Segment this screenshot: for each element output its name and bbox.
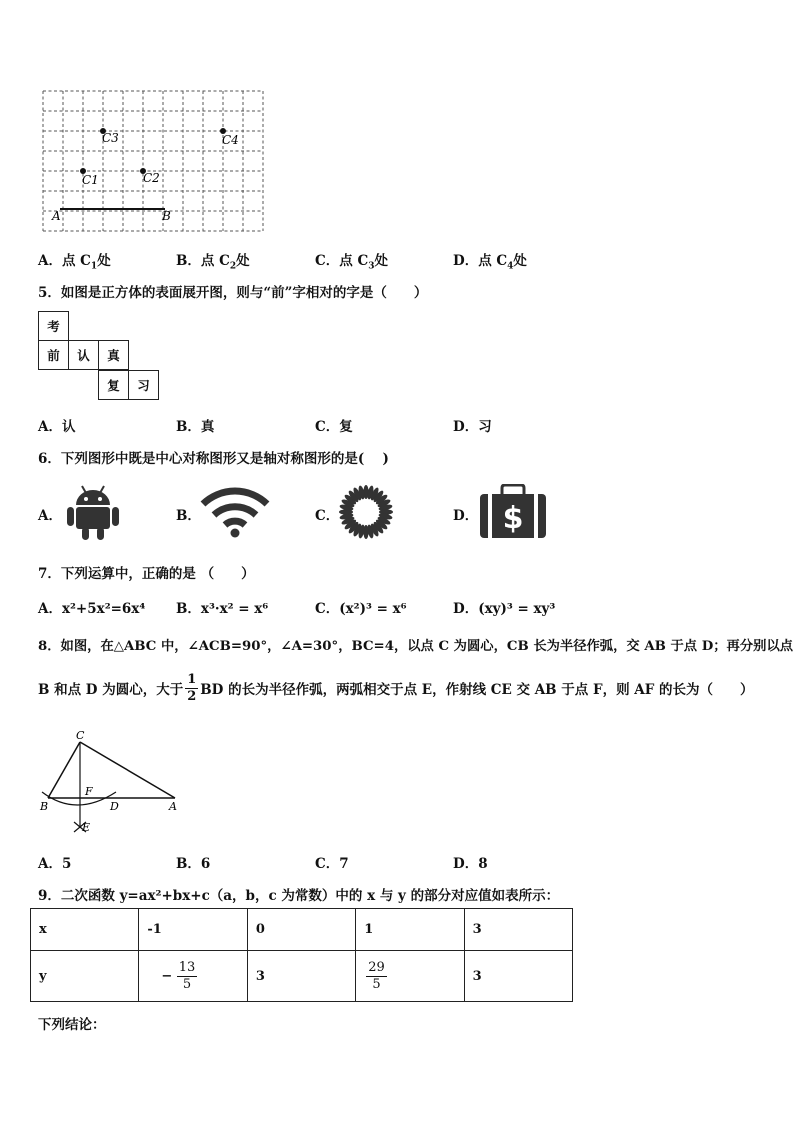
- opt-tail: 处: [236, 253, 250, 269]
- q6-stem: 6．下列图形中既是中心对称图形又是轴对称图形的是( ): [38, 451, 389, 467]
- label-C: C: [76, 730, 85, 742]
- table-cell: -1: [139, 909, 248, 951]
- q6-option-a[interactable]: A．: [38, 508, 62, 524]
- net-cell: 考: [38, 311, 69, 341]
- label-C4: C4: [222, 133, 239, 147]
- q8-line2-post: BD 的长为半径作弧，两弧相交于点 E，作射线 CE 交 AB 于点 F，则 AF 的长为（ ）: [200, 682, 754, 698]
- q7-option-b[interactable]: B．x³·x² = x⁶: [176, 601, 269, 617]
- q4-option-b[interactable]: [176, 249, 250, 272]
- y3-fraction: [366, 960, 387, 993]
- svg-text:$: $: [502, 501, 524, 536]
- net-cell: 前: [38, 340, 69, 370]
- q8-option-d[interactable]: D．8: [453, 856, 488, 872]
- wifi-icon: [200, 484, 270, 538]
- label-B: B: [40, 800, 49, 813]
- q5-option-b[interactable]: B．真: [176, 419, 215, 435]
- q5-option-a[interactable]: A．认: [38, 419, 76, 435]
- q7-stem: 7．下列运算中，正确的是 （ ）: [38, 566, 255, 582]
- q7-option-c[interactable]: C．(x²)³ = x⁶: [315, 601, 407, 617]
- android-icon: [66, 484, 120, 540]
- q8-line2-pre: B 和点 D 为圆心，大于: [38, 682, 184, 698]
- net-cell: 习: [128, 370, 159, 400]
- q8-option-a[interactable]: A．5: [38, 856, 72, 872]
- q4-option-d[interactable]: [453, 249, 527, 272]
- q4-option-a[interactable]: [38, 249, 111, 272]
- frac-num: 29: [368, 959, 385, 975]
- q8-stem-line1: 8．如图，在△ABC 中，∠ACB=90°，∠A=30°，BC=4，以点 C 为圆心，CB 长为半径作弧，交 AB 于点 D；再分别以点: [38, 639, 794, 654]
- opt-text: A．点 C: [38, 253, 91, 269]
- frac-den: 5: [372, 976, 381, 992]
- table-cell: x: [31, 909, 139, 951]
- label-A: A: [52, 209, 61, 223]
- net-cell: 复: [98, 370, 129, 400]
- opt-sub: 1: [90, 261, 98, 272]
- sunburst-icon: [338, 484, 394, 540]
- opt-tail: 处: [513, 253, 527, 269]
- opt-tail: 处: [97, 253, 111, 269]
- frac-den: 5: [182, 976, 192, 992]
- table-cell: [356, 951, 464, 1002]
- minus-sign: −: [161, 968, 173, 984]
- q8-option-c[interactable]: C．7: [315, 856, 349, 872]
- table-cell: 3: [247, 951, 355, 1002]
- dollar-briefcase-icon: [478, 484, 548, 540]
- table-cell: y: [31, 951, 139, 1002]
- q7-option-d[interactable]: D．(xy)³ = xy³: [453, 601, 556, 617]
- table-cell: 3: [464, 909, 572, 951]
- opt-tail: 处: [374, 253, 388, 269]
- opt-sub: 2: [229, 261, 237, 272]
- q6-option-d[interactable]: D．: [453, 508, 479, 524]
- label-C1: C1: [82, 173, 99, 187]
- table-row: [31, 951, 573, 1002]
- frac-num: 13: [178, 959, 196, 975]
- y1-fraction: [177, 960, 198, 993]
- q7-option-a[interactable]: A．x²+5x²=6x⁴: [38, 601, 146, 617]
- q5-option-c[interactable]: C．复: [315, 419, 353, 435]
- q9-stem: 9．二次函数 y=ax²+bx+c（a，b，c 为常数）中的 x 与 y 的部分对应值如表所示：: [38, 888, 560, 904]
- label-A: A: [169, 800, 177, 813]
- frac-num: 1: [187, 671, 197, 687]
- table-cell: [139, 951, 248, 1002]
- q6-option-b[interactable]: B．: [176, 508, 201, 524]
- label-C3: C3: [102, 131, 119, 145]
- table-cell: 0: [247, 909, 355, 951]
- opt-sub: 3: [368, 261, 375, 272]
- opt-text: B．点 C: [176, 253, 230, 269]
- q8-stem-line2: [38, 668, 754, 708]
- q9-value-table: [30, 908, 573, 1002]
- table-cell: 1: [356, 909, 464, 951]
- label-F: F: [85, 785, 93, 798]
- opt-text: D．点 C: [453, 253, 508, 269]
- q8-triangle-figure: [36, 730, 186, 836]
- q8-fraction: [185, 672, 198, 705]
- net-cell: 认: [68, 340, 99, 370]
- q8-option-b[interactable]: B．6: [176, 856, 211, 872]
- frac-den: 2: [187, 688, 197, 704]
- label-B: B: [162, 209, 171, 223]
- q4-option-c[interactable]: [315, 249, 388, 272]
- net-cell: 真: [98, 340, 129, 370]
- table-cell: 3: [464, 951, 572, 1002]
- label-E: E: [82, 821, 91, 834]
- table-row: [31, 909, 573, 951]
- opt-sub: 4: [507, 261, 514, 272]
- q5-option-d[interactable]: D．习: [453, 419, 492, 435]
- cube-net: [38, 311, 158, 401]
- q4-grid-figure: [40, 88, 266, 234]
- q6-option-c[interactable]: C．: [315, 508, 340, 524]
- label-C2: C2: [143, 171, 160, 185]
- q5-stem: 5．如图是正方体的表面展开图，则与“前”字相对的字是（ ）: [38, 285, 428, 301]
- q9-footer: 下列结论：: [38, 1017, 106, 1033]
- label-D: D: [110, 800, 119, 813]
- opt-text: C．点 C: [315, 253, 369, 269]
